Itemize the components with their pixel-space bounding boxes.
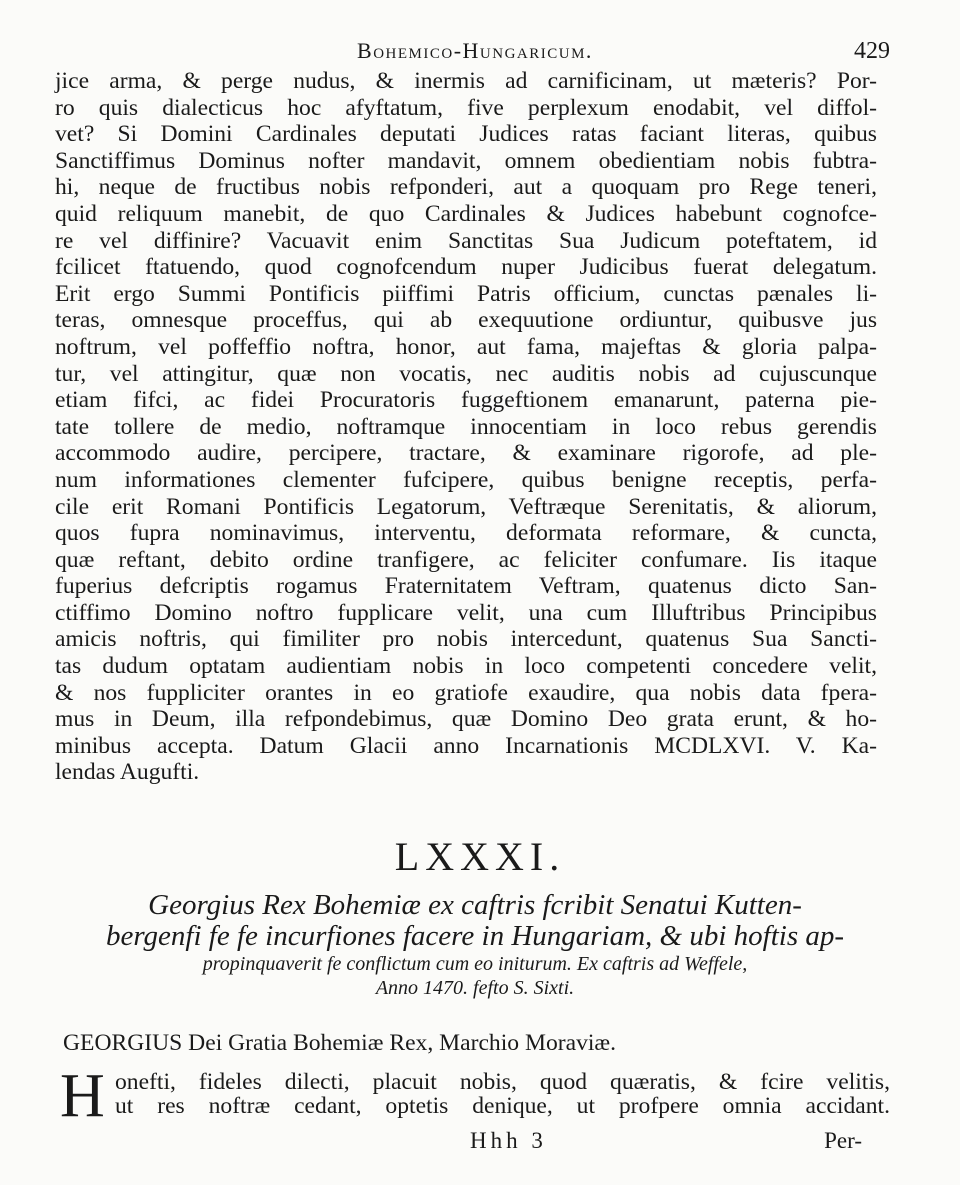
body-text <box>55 68 877 786</box>
text-line: tur, vel attingitur, quæ non vocatis, nec auditis nobis ad cujuscunque <box>55 360 877 387</box>
heading-line: propinquaverit fe conflictum cum eo initurum. Ex caftris ad Weffele, <box>202 953 748 975</box>
text-line: onefti, fideles dilecti, placuit nobis, quod quæratis, & fcire velitis, <box>115 1069 890 1095</box>
page-header <box>60 38 890 68</box>
catchword: Per- <box>824 1128 862 1153</box>
document-heading <box>60 890 890 1000</box>
text-line: ut res noftræ cedant, optetis denique, ut profpere omnia accidant. <box>115 1093 890 1119</box>
text-line: amicis noftris, qui fimiliter pro nobis intercedunt, quatenus Sua Sancti- <box>55 626 877 653</box>
text-line: quid reliquum manebit, de quo Cardinales & Judices habebunt cognofce- <box>55 200 877 227</box>
heading-line: bergenfi fe fe incurfiones facere in Hungariam, & ubi hoftis ap- <box>105 920 845 952</box>
text-line: re vel diffinire? Vacuavit enim Sanctitas Sua Judicum poteftatem, id <box>55 227 877 254</box>
text-line: hi, neque de fructibus nobis refponderi, aut a quoquam pro Rege teneri, <box>55 174 877 201</box>
text-line: ctiffimo Domino noftro fupplicare velit, una cum Illuftribus Principibus <box>55 599 877 626</box>
text-line: tas dudum optatam audientiam nobis in loco competenti concedere velit, <box>55 653 877 680</box>
text-line: & nos fuppliciter orantes in eo gratiofe exaudire, qua nobis data fpera- <box>55 679 877 706</box>
text-line: cile erit Romani Pontificis Legatorum, Veftræque Serenitatis, & aliorum, <box>55 493 877 520</box>
letter-greeting: GEORGIUS Dei Gratia Bohemiæ Rex, Marchio Moraviæ. <box>63 1030 617 1056</box>
text-line: etiam fifci, ac fidei Procuratoris fuggeftionem emanarunt, paterna pie- <box>55 387 877 414</box>
text-line: noftrum, vel poffeffio noftra, honor, aut fama, majeftas & gloria palpa- <box>55 333 877 360</box>
text-line: Erit ergo Summi Pontificis piiffimi Patris officium, cunctas pænales li- <box>55 280 877 307</box>
text-line: quæ reftant, debito ordine tranfigere, ac feliciter confumare. Iis itaque <box>55 546 877 573</box>
heading-date-line: Anno 1470. fefto S. Sixti. <box>375 977 575 999</box>
text-line: jice arma, & perge nudus, & inermis ad carnificinam, ut mæteris? Por- <box>55 68 877 94</box>
signature-mark: Hhh 3 <box>470 1128 547 1153</box>
text-line: mus in Deum, illa refpondebimus, quæ Domino Deo grata erunt, & ho- <box>55 706 877 733</box>
running-head: Bohemico-Hungaricum. <box>357 38 593 63</box>
heading-line: Georgius Rex Bohemiæ ex caftris fcribit Senatui Kutten- <box>148 889 802 921</box>
document-number: LXXXI. <box>394 834 566 879</box>
text-line: Sanctiffimus Dominus nofter mandavit, omnem obedientiam nobis fubtra- <box>55 147 877 174</box>
text-line: num informationes clementer fufcipere, quibus benigne receptis, perfa- <box>55 466 877 493</box>
page-number: 429 <box>854 38 890 64</box>
text-line: teras, omnesque proceffus, qui ab exequutione ordiuntur, quibusve jus <box>55 307 877 334</box>
text-line: lendas Augufti. <box>55 759 200 786</box>
text-line: tate tollere de medio, noftramque innocentiam in loco rebus gerendis <box>55 413 877 440</box>
drop-cap: H <box>60 1062 105 1130</box>
text-line: vet? Si Domini Cardinales deputati Judices ratas faciant literas, quibus <box>55 121 877 148</box>
text-line: minibus accepta. Datum Glacii anno Incarnationis MCDLXVI. V. Ka- <box>55 732 877 759</box>
text-line: quos fupra nominavimus, interventu, deformata reformare, & cuncta, <box>55 520 877 547</box>
text-line: ro quis dialecticus hoc afyftatum, five perplexum enodabit, vel diffol- <box>55 94 877 121</box>
text-line: fcilicet ftatuendo, quod cognofcendum nuper Judicibus fuerat delegatum. <box>55 254 877 281</box>
text-line: accommodo audire, percipere, tractare, & examinare rigorofe, ad ple- <box>55 440 877 467</box>
text-line: fuperius defcriptis rogamus Fraternitatem Veftram, quatenus dicto San- <box>55 573 877 600</box>
